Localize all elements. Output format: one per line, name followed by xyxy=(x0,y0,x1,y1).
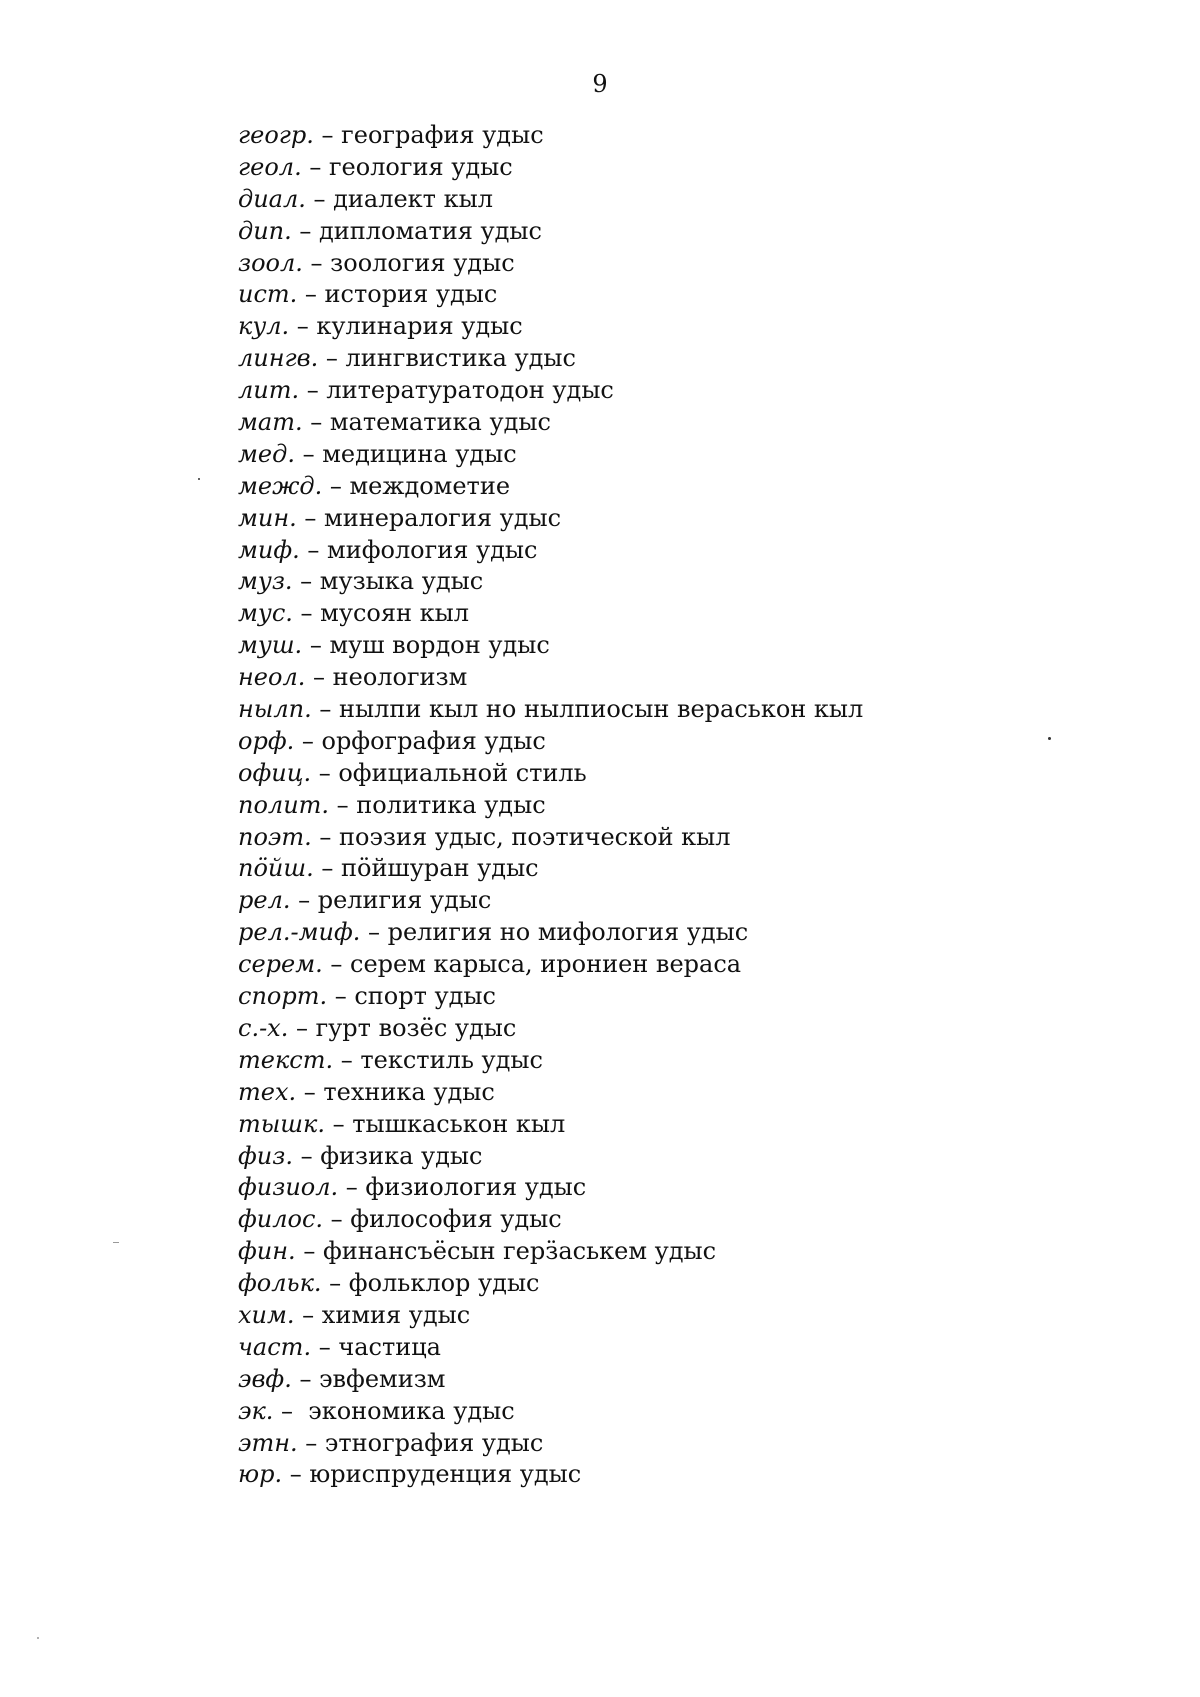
abbreviation-entry xyxy=(238,790,863,822)
abbreviation-meaning: – эвфемизм xyxy=(291,1364,446,1393)
abbreviation-term: мат. xyxy=(238,408,303,437)
abbreviation-term: полит. xyxy=(238,790,330,819)
abbreviation-term: нылп. xyxy=(238,695,312,724)
abbreviation-term: физ. xyxy=(238,1141,293,1170)
abbreviation-term: серем. xyxy=(238,950,323,979)
abbreviation-term: офиц. xyxy=(238,758,312,787)
abbreviation-term: геол. xyxy=(238,152,302,181)
abbreviation-meaning: – минералогия удыс xyxy=(296,503,562,532)
abbreviation-term: муз. xyxy=(238,567,293,596)
abbreviation-term: дип. xyxy=(238,216,292,245)
scan-speck xyxy=(1048,737,1051,740)
abbreviation-term: кул. xyxy=(238,312,290,341)
abbreviation-entry xyxy=(238,853,863,885)
abbreviation-entry xyxy=(238,1428,863,1460)
abbreviation-meaning: – орфография удыс xyxy=(294,726,546,755)
abbreviation-meaning: – химия удыс xyxy=(294,1300,471,1329)
abbreviation-meaning: – спорт удыс xyxy=(327,982,496,1011)
abbreviation-entry xyxy=(238,535,863,567)
abbreviation-term: тышк. xyxy=(238,1109,325,1138)
abbreviation-term: тех. xyxy=(238,1077,297,1106)
abbreviation-meaning: – дипломатия удыс xyxy=(291,216,542,245)
abbreviation-term: мед. xyxy=(238,439,295,468)
abbreviation-term: миф. xyxy=(238,535,300,564)
abbreviation-entry xyxy=(238,1236,863,1268)
abbreviation-term: мин. xyxy=(238,503,297,532)
abbreviation-meaning: – пӧйшуран удыс xyxy=(313,854,539,883)
abbreviation-meaning: – лингвистика удыс xyxy=(318,344,576,373)
abbreviation-meaning: – диалект кыл xyxy=(305,184,493,213)
abbreviation-meaning: – техника удыс xyxy=(296,1077,495,1106)
abbreviation-entry xyxy=(238,917,863,949)
abbreviation-term: спорт. xyxy=(238,982,328,1011)
abbreviation-entry xyxy=(238,184,863,216)
abbreviation-entry xyxy=(238,311,863,343)
scan-speck xyxy=(113,1242,119,1243)
abbreviation-meaning: – зоология удыс xyxy=(302,248,515,277)
abbreviation-meaning: – мусоян кыл xyxy=(292,599,469,628)
abbreviation-meaning: – экономика удыс xyxy=(273,1396,515,1425)
abbreviation-entry xyxy=(238,1109,863,1141)
abbreviation-meaning: – поэзия удыс, поэтической кыл xyxy=(311,822,731,851)
abbreviation-meaning: – междометие xyxy=(322,471,511,500)
abbreviation-entry xyxy=(238,1013,863,1045)
abbreviation-entry xyxy=(238,758,863,790)
abbreviation-entry xyxy=(238,248,863,280)
abbreviation-entry xyxy=(238,981,863,1013)
abbreviation-meaning: – медицина удыс xyxy=(294,439,517,468)
abbreviation-meaning: – музыка удыс xyxy=(292,567,484,596)
abbreviation-entry xyxy=(238,1141,863,1173)
abbreviation-term: с.-х. xyxy=(238,1013,289,1042)
abbreviation-meaning: – гурт возёс удыс xyxy=(288,1013,517,1042)
abbreviation-entry xyxy=(238,1300,863,1332)
abbreviation-entry xyxy=(238,152,863,184)
abbreviation-term: диал. xyxy=(238,184,306,213)
abbreviation-meaning: – серем карыса, ирониен вераса xyxy=(322,950,742,979)
abbreviation-term: зоол. xyxy=(238,248,303,277)
abbreviation-meaning: – мифология удыс xyxy=(299,535,538,564)
abbreviation-meaning: – финансъёсын герӟаськем удыс xyxy=(295,1237,717,1266)
abbreviation-entry xyxy=(238,120,863,152)
abbreviation-meaning: – тышкаськон кыл xyxy=(325,1109,566,1138)
abbreviation-entry xyxy=(238,885,863,917)
abbreviation-entry xyxy=(238,1332,863,1364)
abbreviation-term: физиол. xyxy=(238,1173,339,1202)
scan-speck xyxy=(37,1637,39,1639)
abbreviation-meaning: – геология удыс xyxy=(301,152,513,181)
abbreviation-meaning: – география удыс xyxy=(313,121,544,149)
abbreviation-entry xyxy=(238,1172,863,1204)
abbreviation-term: ист. xyxy=(238,280,298,309)
abbreviation-meaning: – неологизм xyxy=(305,663,468,692)
abbreviation-entry xyxy=(238,1268,863,1300)
abbreviation-term: орф. xyxy=(238,726,295,755)
abbreviation-entry xyxy=(238,662,863,694)
abbreviation-term: фин. xyxy=(238,1237,296,1266)
abbreviation-entry xyxy=(238,343,863,375)
abbreviation-entry xyxy=(238,407,863,439)
abbreviation-term: рел. xyxy=(238,886,291,915)
abbreviation-term: пӧйш. xyxy=(238,854,314,883)
abbreviation-term: юр. xyxy=(238,1460,283,1489)
abbreviation-entry xyxy=(238,1077,863,1109)
abbreviation-entry xyxy=(238,1364,863,1396)
abbreviation-term: этн. xyxy=(238,1428,298,1457)
abbreviation-meaning: – официальной стиль xyxy=(311,758,587,787)
abbreviation-meaning: – физика удыс xyxy=(292,1141,483,1170)
abbreviation-meaning: – юриспруденция удыс xyxy=(282,1460,582,1489)
abbreviation-meaning: – математика удыс xyxy=(302,408,551,437)
scan-speck xyxy=(198,478,200,480)
abbreviation-entry xyxy=(238,375,863,407)
abbreviation-term: лингв. xyxy=(238,344,319,373)
abbreviation-entry xyxy=(238,598,863,630)
abbreviation-term: эвф. xyxy=(238,1364,292,1393)
abbreviation-term: част. xyxy=(238,1332,312,1361)
abbreviation-entry xyxy=(238,949,863,981)
abbreviation-entry xyxy=(238,216,863,248)
abbreviation-meaning: – кулинария удыс xyxy=(289,312,523,341)
abbreviation-term: неол. xyxy=(238,663,306,692)
abbreviation-meaning: – религия но мифология удыс xyxy=(360,918,749,947)
abbreviation-entry xyxy=(238,1396,863,1428)
abbreviation-meaning: – этнография удыс xyxy=(297,1428,544,1457)
abbreviation-meaning: – частица xyxy=(311,1332,441,1361)
abbreviation-meaning: – текстиль удыс xyxy=(333,1045,543,1074)
abbreviation-meaning: – муш вордон удыс xyxy=(302,631,550,660)
abbreviation-entry xyxy=(238,694,863,726)
abbreviation-meaning: – нылпи кыл но нылпиосын вераськон кыл xyxy=(311,695,864,724)
abbreviation-entry xyxy=(238,471,863,503)
abbreviation-entry xyxy=(238,822,863,854)
abbreviation-entry xyxy=(238,726,863,758)
abbreviation-entry xyxy=(238,1045,863,1077)
abbreviation-term: межд. xyxy=(238,471,323,500)
page-number: 9 xyxy=(592,70,608,98)
abbreviation-term: мус. xyxy=(238,599,293,628)
abbreviation-meaning: – политика удыс xyxy=(329,790,546,819)
abbreviation-meaning: – религия удыс xyxy=(290,886,492,915)
abbreviation-entry xyxy=(238,503,863,535)
abbreviation-entry xyxy=(238,566,863,598)
abbreviation-term: текст. xyxy=(238,1045,334,1074)
abbreviation-term: муш. xyxy=(238,631,303,660)
abbreviation-term: геогр. xyxy=(238,121,314,149)
abbreviation-list xyxy=(238,120,863,1491)
abbreviation-entry xyxy=(238,1459,863,1491)
abbreviation-term: эк. xyxy=(238,1396,274,1425)
abbreviation-term: фольк. xyxy=(238,1269,322,1298)
abbreviation-entry xyxy=(238,1204,863,1236)
abbreviation-term: рел.-миф. xyxy=(238,918,361,947)
abbreviation-meaning: – физиология удыс xyxy=(338,1173,587,1202)
abbreviation-term: филос. xyxy=(238,1205,324,1234)
abbreviation-term: поэт. xyxy=(238,822,312,851)
abbreviation-term: лит. xyxy=(238,376,300,405)
abbreviation-term: хим. xyxy=(238,1300,295,1329)
abbreviation-entry xyxy=(238,279,863,311)
abbreviation-meaning: – история удыс xyxy=(297,280,498,309)
abbreviation-meaning: – литературатодон удыс xyxy=(299,376,614,405)
abbreviation-meaning: – фольклор удыс xyxy=(321,1269,540,1298)
abbreviation-entry xyxy=(238,630,863,662)
abbreviation-entry xyxy=(238,439,863,471)
abbreviation-meaning: – философия удыс xyxy=(323,1205,562,1234)
